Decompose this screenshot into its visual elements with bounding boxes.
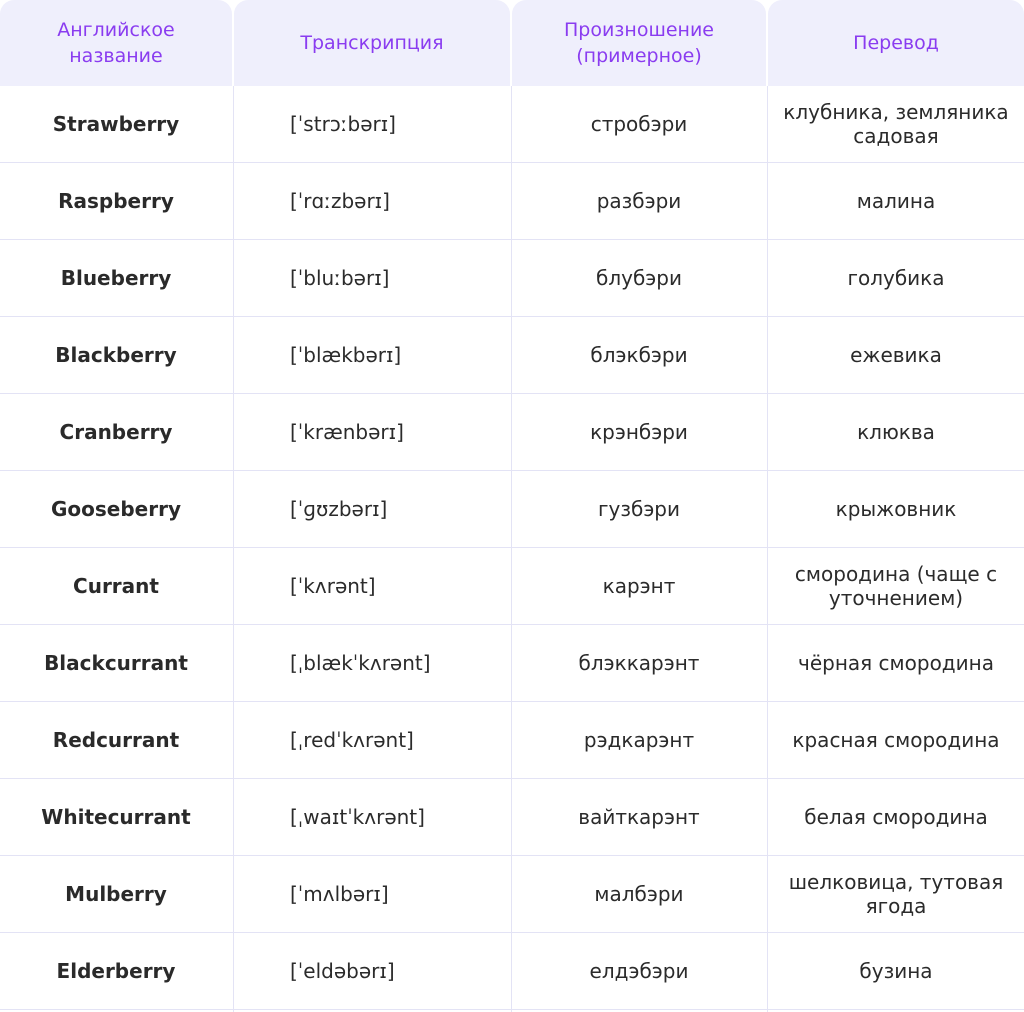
pronunciation-cell: крэнбэри: [590, 420, 688, 444]
translation-cell: крыжовник: [835, 497, 957, 521]
pronunciation-cell: малбэри: [594, 882, 684, 906]
transcription-cell: [ˌredˈkʌrənt]: [290, 728, 414, 752]
english-name-cell: Blackcurrant: [44, 651, 188, 675]
translation-cell: белая смородина: [804, 805, 988, 829]
english-name-cell: Elderberry: [56, 959, 176, 983]
english-name-cell: Strawberry: [52, 112, 180, 136]
pronunciation-cell: рэдкарэнт: [583, 728, 695, 752]
translation-cell: смородина (чаще с уточнением): [794, 562, 998, 610]
table-row: [0, 702, 1024, 779]
table-row: [0, 163, 1024, 240]
table-row: [0, 856, 1024, 933]
translation-cell: клубника, земляника садовая: [783, 100, 1009, 148]
pronunciation-cell: стробэри: [590, 112, 688, 136]
transcription-cell: [ˈmʌlbərɪ]: [290, 882, 389, 906]
table-row: [0, 471, 1024, 548]
pronunciation-cell: блэкбэри: [590, 343, 688, 367]
transcription-cell: [ˈblækbərɪ]: [290, 343, 402, 367]
english-name-cell: Redcurrant: [52, 728, 180, 752]
translation-cell: малина: [856, 189, 936, 213]
pronunciation-cell: блэккарэнт: [578, 651, 700, 675]
transcription-cell: [ˈkrænbərɪ]: [290, 420, 404, 444]
english-name-cell: Blueberry: [60, 266, 172, 290]
english-name-cell: Whitecurrant: [41, 805, 191, 829]
header-transcription: Транскрипция: [234, 0, 510, 86]
header-translation: Перевод: [768, 0, 1024, 86]
table-header: [0, 0, 1024, 86]
english-name-cell: Currant: [73, 574, 159, 598]
table-row: [0, 548, 1024, 625]
translation-cell: шелковица, тутовая ягода: [788, 870, 1004, 918]
table-row: [0, 933, 1024, 1010]
english-name-cell: Raspberry: [58, 189, 174, 213]
translation-cell: красная смородина: [792, 728, 1000, 752]
header-pronunciation: Произношение (примерное): [512, 0, 766, 86]
pronunciation-cell: карэнт: [602, 574, 676, 598]
pronunciation-cell: елдэбэри: [589, 959, 689, 983]
table-row: [0, 86, 1024, 163]
transcription-cell: [ˈɡʊzbərɪ]: [290, 497, 388, 521]
translation-cell: клюква: [857, 420, 935, 444]
transcription-cell: [ˌblækˈkʌrənt]: [290, 651, 431, 675]
english-name-cell: Cranberry: [59, 420, 173, 444]
english-name-cell: Gooseberry: [50, 497, 181, 521]
translation-cell: ежевика: [850, 343, 942, 367]
translation-cell: бузина: [859, 959, 933, 983]
table-row: [0, 779, 1024, 856]
translation-cell: голубика: [847, 266, 945, 290]
pronunciation-cell: вайткарэнт: [578, 805, 700, 829]
table-body: [0, 86, 1024, 1012]
table-row: [0, 240, 1024, 317]
english-name-cell: Mulberry: [65, 882, 167, 906]
english-name-cell: Blackberry: [55, 343, 177, 367]
pronunciation-cell: гузбэри: [598, 497, 680, 521]
transcription-cell: [ˈeldəbərɪ]: [290, 959, 395, 983]
pronunciation-cell: блубэри: [596, 266, 682, 290]
table-row: [0, 625, 1024, 702]
pronunciation-cell: разбэри: [596, 189, 682, 213]
transcription-cell: [ˈstrɔːbərɪ]: [290, 112, 396, 136]
table-row: [0, 317, 1024, 394]
table-row: [0, 394, 1024, 471]
translation-cell: чёрная смородина: [798, 651, 994, 675]
transcription-cell: [ˈrɑːzbərɪ]: [290, 189, 390, 213]
transcription-cell: [ˌwaɪtˈkʌrənt]: [290, 805, 425, 829]
header-english-name: Английское название: [0, 0, 232, 86]
transcription-cell: [ˈbluːbərɪ]: [290, 266, 390, 290]
transcription-cell: [ˈkʌrənt]: [290, 574, 376, 598]
